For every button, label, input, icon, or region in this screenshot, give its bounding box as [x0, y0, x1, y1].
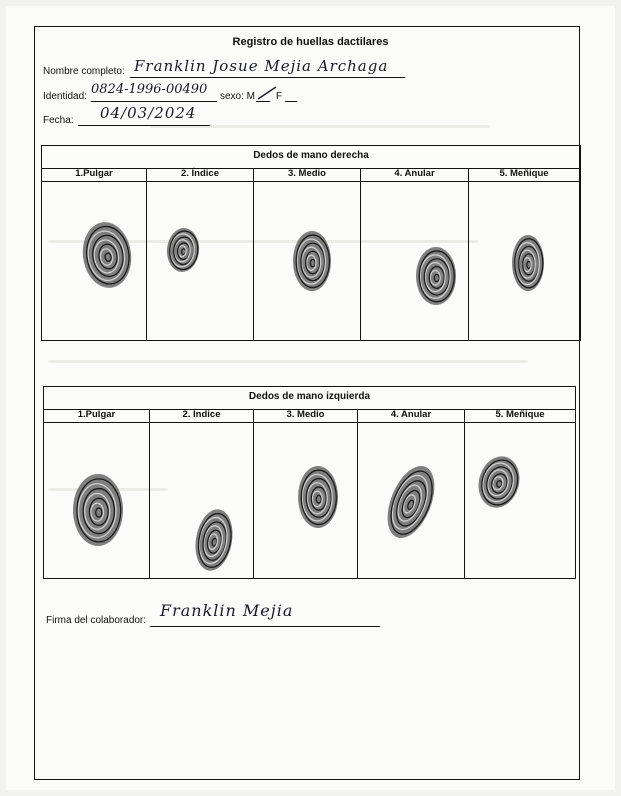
left-thumb-print [73, 474, 123, 546]
left-index-header: 2. Índice [150, 409, 253, 423]
left-hand-heading: Dedos de mano izquierda [44, 387, 575, 410]
sex-female-label: F [276, 91, 283, 102]
left-middle-header: 3. Medio [254, 409, 357, 423]
right-little-header: 5. Meñique [469, 168, 579, 182]
signature-label: Firma del colaborador: [46, 615, 147, 626]
right-little-print [512, 235, 544, 291]
full-name-value: Franklin Josue Mejia Archaga [134, 57, 389, 75]
left-little-print [473, 452, 525, 513]
left-thumb-header: 1.Pulgar [44, 409, 149, 423]
left-ring-header: 4. Anular [358, 409, 464, 423]
full-name-label: Nombre completo: [43, 66, 125, 77]
left-index-print [191, 506, 237, 573]
right-index-print [165, 227, 201, 274]
signature-underline [150, 626, 380, 627]
right-ring-header: 4. Anular [361, 168, 468, 182]
form-title: Registro de huellas dactilares [232, 36, 389, 48]
right-index-header: 2. Índice [147, 168, 253, 182]
right-middle-header: 3. Medio [254, 168, 360, 182]
left-ring-print [378, 459, 444, 544]
right-thumb-header: 1.Pulgar [42, 168, 146, 182]
sex-label: sexo: M [220, 91, 256, 102]
date-value: 04/03/2024 [100, 104, 197, 122]
id-label: Identidad: [43, 91, 87, 102]
right-thumb-print [79, 219, 136, 291]
left-little-header: 5. Meñique [465, 409, 575, 423]
id-value: 0824-1996-00490 [91, 82, 208, 97]
date-label: Fecha: [43, 115, 74, 126]
right-ring-print [416, 247, 456, 305]
left-middle-print [298, 466, 338, 528]
signature-value: Franklin Mejia [160, 601, 294, 620]
right-hand-heading: Dedos de mano derecha [42, 146, 580, 169]
right-middle-print [293, 231, 331, 291]
